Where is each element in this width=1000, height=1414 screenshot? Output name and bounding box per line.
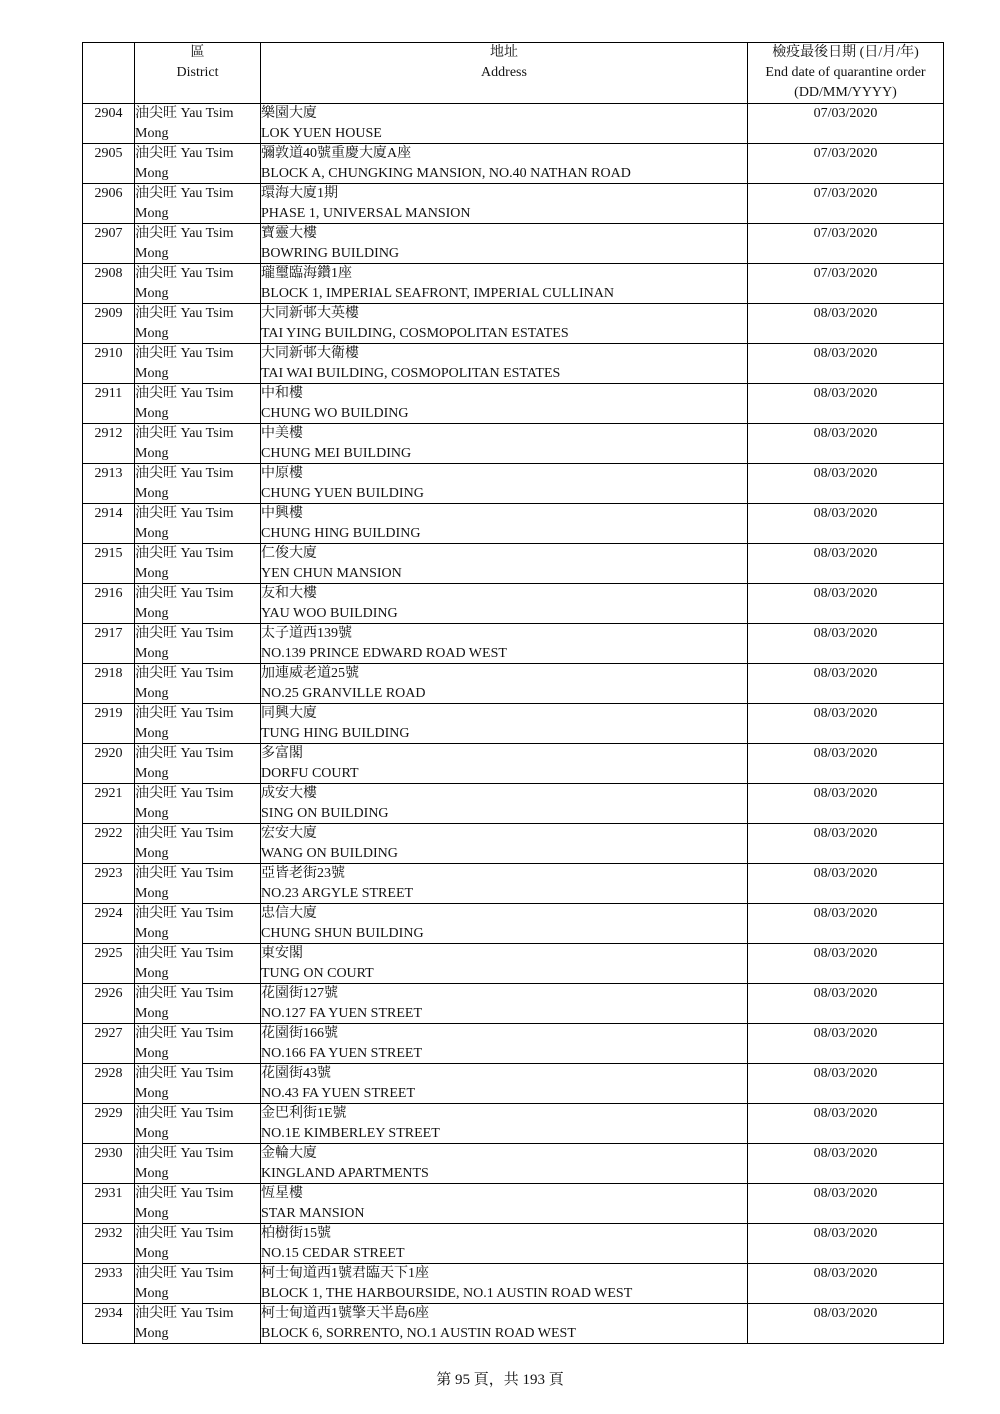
table-row [83,624,944,664]
address-en: BLOCK 6, SORRENTO, NO.1 AUSTIN ROAD WEST [261,1325,576,1341]
row-district [135,584,261,624]
row-district [135,504,261,544]
address-zh: 瓏璽臨海鑽1座 [261,266,352,281]
district-en: Mong [135,685,169,701]
row-district [135,1104,261,1144]
row-end-date: 08/03/2020 [748,384,944,424]
district-zh: 油尖旺 Yau Tsim [135,706,234,721]
row-end-date: 08/03/2020 [748,1224,944,1264]
table-row [83,1224,944,1264]
row-address [261,424,748,464]
address-zh: 加連威老道25號 [261,666,359,681]
district-en: Mong [135,525,169,541]
district-en: Mong [135,845,169,861]
district-en: Mong [135,405,169,421]
row-address [261,704,748,744]
address-en: BLOCK A, CHUNGKING MANSION, NO.40 NATHAN ROAD [261,165,631,181]
district-zh: 油尖旺 Yau Tsim [135,1106,234,1121]
header-district-en: District [176,65,219,80]
row-number: 2924 [83,904,135,944]
row-address [261,264,748,304]
address-en: CHUNG YUEN BUILDING [261,485,424,501]
address-en: NO.15 CEDAR STREET [261,1245,405,1261]
table-row [83,1264,944,1304]
row-end-date: 07/03/2020 [748,184,944,224]
district-en: Mong [135,445,169,461]
table-header-row [83,43,944,104]
table-row [83,304,944,344]
address-en: SING ON BUILDING [261,805,389,821]
row-address [261,864,748,904]
address-en: KINGLAND APARTMENTS [261,1165,429,1181]
address-en: YAU WOO BUILDING [261,605,398,621]
row-number: 2927 [83,1024,135,1064]
district-zh: 油尖旺 Yau Tsim [135,986,234,1001]
row-address [261,904,748,944]
row-end-date: 08/03/2020 [748,904,944,944]
table-row [83,1144,944,1184]
address-zh: 柯士甸道西1號擎天半島6座 [261,1306,429,1321]
district-en: Mong [135,805,169,821]
row-district [135,344,261,384]
row-address [261,1104,748,1144]
address-en: BOWRING BUILDING [261,245,400,261]
district-en: Mong [135,765,169,781]
address-zh: 友和大樓 [261,586,317,601]
address-zh: 寶靈大樓 [261,226,317,241]
address-zh: 環海大廈1期 [261,186,338,201]
district-zh: 油尖旺 Yau Tsim [135,546,234,561]
row-district [135,264,261,304]
row-address [261,504,748,544]
row-district [135,184,261,224]
row-end-date: 08/03/2020 [748,1184,944,1224]
row-number: 2908 [83,264,135,304]
address-zh: 同興大廈 [261,706,317,721]
address-en: BLOCK 1, IMPERIAL SEAFRONT, IMPERIAL CULLINAN [261,285,614,301]
address-zh: 柯士甸道西1號君臨天下1座 [261,1266,429,1281]
district-zh: 油尖旺 Yau Tsim [135,1266,234,1281]
row-end-date: 08/03/2020 [748,344,944,384]
row-district [135,464,261,504]
row-district [135,304,261,344]
table-row [83,224,944,264]
address-en: NO.166 FA YUEN STREET [261,1045,422,1061]
table-row [83,1064,944,1104]
table-row [83,904,944,944]
row-district [135,784,261,824]
address-zh: 大同新邨大英樓 [261,306,359,321]
row-address [261,1064,748,1104]
row-district [135,1064,261,1104]
row-address [261,1144,748,1184]
district-zh: 油尖旺 Yau Tsim [135,906,234,921]
row-address [261,664,748,704]
address-en: LOK YUEN HOUSE [261,125,382,141]
table-row [83,544,944,584]
table-row [83,184,944,224]
district-en: Mong [135,925,169,941]
row-number: 2909 [83,304,135,344]
address-en: TAI WAI BUILDING, COSMOPOLITAN ESTATES [261,365,561,381]
row-number: 2916 [83,584,135,624]
row-end-date: 08/03/2020 [748,1144,944,1184]
row-number: 2919 [83,704,135,744]
district-zh: 油尖旺 Yau Tsim [135,666,234,681]
row-end-date: 08/03/2020 [748,1264,944,1304]
district-zh: 油尖旺 Yau Tsim [135,466,234,481]
district-en: Mong [135,1085,169,1101]
row-end-date: 08/03/2020 [748,584,944,624]
row-number: 2933 [83,1264,135,1304]
address-zh: 彌敦道40號重慶大廈A座 [261,146,412,161]
district-en: Mong [135,1005,169,1021]
row-number: 2918 [83,664,135,704]
district-en: Mong [135,125,169,141]
row-end-date: 07/03/2020 [748,224,944,264]
header-number [83,43,135,104]
address-zh: 中和樓 [261,386,303,401]
table-row [83,944,944,984]
address-en: DORFU COURT [261,765,359,781]
row-number: 2925 [83,944,135,984]
address-zh: 宏安大廈 [261,826,317,841]
row-number: 2913 [83,464,135,504]
district-en: Mong [135,1165,169,1181]
row-address [261,344,748,384]
row-end-date: 07/03/2020 [748,144,944,184]
row-district [135,744,261,784]
row-end-date: 08/03/2020 [748,864,944,904]
district-zh: 油尖旺 Yau Tsim [135,186,234,201]
row-address [261,1224,748,1264]
row-district [135,624,261,664]
address-zh: 金巴利街1E號 [261,1106,347,1121]
row-address [261,144,748,184]
address-zh: 成安大樓 [261,786,317,801]
row-number: 2930 [83,1144,135,1184]
table-row [83,1104,944,1144]
address-en: CHUNG MEI BUILDING [261,445,412,461]
district-en: Mong [135,365,169,381]
district-zh: 油尖旺 Yau Tsim [135,946,234,961]
address-zh: 樂園大廈 [261,106,317,121]
header-address [261,43,748,104]
district-zh: 油尖旺 Yau Tsim [135,506,234,521]
row-end-date: 07/03/2020 [748,264,944,304]
district-zh: 油尖旺 Yau Tsim [135,626,234,641]
row-number: 2922 [83,824,135,864]
table-row [83,464,944,504]
row-end-date: 08/03/2020 [748,1304,944,1344]
address-zh: 金輪大廈 [261,1146,317,1161]
district-zh: 油尖旺 Yau Tsim [135,1146,234,1161]
row-number: 2907 [83,224,135,264]
address-zh: 亞皆老街23號 [261,866,345,881]
header-date-format: (DD/MM/YYYY) [794,85,897,100]
table-row [83,384,944,424]
header-district-zh: 區 [190,45,205,60]
district-zh: 油尖旺 Yau Tsim [135,346,234,361]
district-zh: 油尖旺 Yau Tsim [135,146,234,161]
row-address [261,384,748,424]
row-address [261,304,748,344]
address-en: CHUNG WO BUILDING [261,405,409,421]
district-en: Mong [135,1325,169,1341]
table-row [83,704,944,744]
page-number: 第 95 頁，共 193 頁 [436,1372,564,1388]
row-end-date: 08/03/2020 [748,664,944,704]
row-number: 2921 [83,784,135,824]
row-end-date: 07/03/2020 [748,104,944,144]
row-end-date: 08/03/2020 [748,1064,944,1104]
district-en: Mong [135,605,169,621]
row-number: 2914 [83,504,135,544]
row-district [135,704,261,744]
table-row [83,584,944,624]
row-address [261,944,748,984]
header-date [748,43,944,104]
address-en: WANG ON BUILDING [261,845,398,861]
district-zh: 油尖旺 Yau Tsim [135,746,234,761]
row-address [261,544,748,584]
table-row [83,664,944,704]
district-en: Mong [135,325,169,341]
district-en: Mong [135,645,169,661]
row-district [135,984,261,1024]
address-en: NO.127 FA YUEN STREET [261,1005,422,1021]
address-zh: 柏樹街15號 [261,1226,331,1241]
table-row [83,104,944,144]
district-zh: 油尖旺 Yau Tsim [135,1066,234,1081]
address-en: CHUNG HING BUILDING [261,525,421,541]
district-zh: 油尖旺 Yau Tsim [135,866,234,881]
row-end-date: 08/03/2020 [748,984,944,1024]
row-end-date: 08/03/2020 [748,464,944,504]
district-zh: 油尖旺 Yau Tsim [135,1226,234,1241]
table-row [83,264,944,304]
row-district [135,544,261,584]
row-address [261,1264,748,1304]
row-number: 2932 [83,1224,135,1264]
address-en: NO.43 FA YUEN STREET [261,1085,415,1101]
table-row [83,504,944,544]
district-zh: 油尖旺 Yau Tsim [135,586,234,601]
header-address-en: Address [481,65,527,80]
row-end-date: 08/03/2020 [748,544,944,584]
district-en: Mong [135,245,169,261]
row-number: 2906 [83,184,135,224]
address-en: TAI YING BUILDING, COSMOPOLITAN ESTATES [261,325,569,341]
district-zh: 油尖旺 Yau Tsim [135,386,234,401]
row-district [135,1184,261,1224]
district-zh: 油尖旺 Yau Tsim [135,1306,234,1321]
row-address [261,744,748,784]
row-address [261,584,748,624]
address-en: NO.139 PRINCE EDWARD ROAD WEST [261,645,507,661]
district-zh: 油尖旺 Yau Tsim [135,1026,234,1041]
row-end-date: 08/03/2020 [748,504,944,544]
header-date-zh: 檢疫最後日期 (日/月/年) [772,45,919,60]
table-row [83,1184,944,1224]
district-en: Mong [135,285,169,301]
district-en: Mong [135,1285,169,1301]
district-zh: 油尖旺 Yau Tsim [135,226,234,241]
district-zh: 油尖旺 Yau Tsim [135,266,234,281]
address-en: PHASE 1, UNIVERSAL MANSION [261,205,471,221]
district-zh: 油尖旺 Yau Tsim [135,106,234,121]
district-en: Mong [135,965,169,981]
row-address [261,824,748,864]
row-district [135,904,261,944]
header-district [135,43,261,104]
district-en: Mong [135,1245,169,1261]
row-end-date: 08/03/2020 [748,624,944,664]
row-district [135,864,261,904]
table-row [83,744,944,784]
address-en: NO.23 ARGYLE STREET [261,885,414,901]
row-number: 2923 [83,864,135,904]
table-row [83,344,944,384]
district-zh: 油尖旺 Yau Tsim [135,826,234,841]
quarantine-address-table [82,42,944,1344]
row-end-date: 08/03/2020 [748,304,944,344]
address-en: CHUNG SHUN BUILDING [261,925,424,941]
district-en: Mong [135,725,169,741]
row-number: 2928 [83,1064,135,1104]
row-district [135,224,261,264]
address-zh: 花園街43號 [261,1066,331,1081]
address-en: NO.1E KIMBERLEY STREET [261,1125,440,1141]
row-end-date: 08/03/2020 [748,704,944,744]
row-address [261,224,748,264]
district-zh: 油尖旺 Yau Tsim [135,1186,234,1201]
row-end-date: 08/03/2020 [748,944,944,984]
row-district [135,1224,261,1264]
district-en: Mong [135,1125,169,1141]
district-zh: 油尖旺 Yau Tsim [135,426,234,441]
address-en: STAR MANSION [261,1205,365,1221]
address-en: NO.25 GRANVILLE ROAD [261,685,426,701]
row-number: 2904 [83,104,135,144]
row-district [135,1144,261,1184]
district-en: Mong [135,205,169,221]
row-address [261,984,748,1024]
row-number: 2931 [83,1184,135,1224]
address-en: TUNG HING BUILDING [261,725,410,741]
row-number: 2926 [83,984,135,1024]
table-row [83,424,944,464]
row-district [135,424,261,464]
row-district [135,944,261,984]
address-zh: 花園街166號 [261,1026,338,1041]
row-address [261,1304,748,1344]
address-zh: 花園街127號 [261,986,338,1001]
table-row [83,824,944,864]
row-end-date: 08/03/2020 [748,1104,944,1144]
row-address [261,1184,748,1224]
row-district [135,824,261,864]
address-zh: 大同新邨大衛樓 [261,346,359,361]
row-end-date: 08/03/2020 [748,424,944,464]
table-row [83,144,944,184]
row-number: 2917 [83,624,135,664]
table-row [83,1024,944,1064]
row-address [261,464,748,504]
header-date-en: End date of quarantine order [765,65,926,80]
address-zh: 忠信大廈 [261,906,317,921]
table-row [83,984,944,1024]
header-address-zh: 地址 [490,45,518,60]
row-end-date: 08/03/2020 [748,1024,944,1064]
row-number: 2920 [83,744,135,784]
row-end-date: 08/03/2020 [748,744,944,784]
row-number: 2929 [83,1104,135,1144]
row-district [135,1264,261,1304]
table-row [83,864,944,904]
district-en: Mong [135,1205,169,1221]
district-en: Mong [135,885,169,901]
address-zh: 仁俊大廈 [261,546,317,561]
district-en: Mong [135,1045,169,1061]
row-address [261,104,748,144]
district-en: Mong [135,485,169,501]
row-number: 2912 [83,424,135,464]
district-en: Mong [135,165,169,181]
address-zh: 東安閣 [261,946,303,961]
district-zh: 油尖旺 Yau Tsim [135,306,234,321]
row-address [261,1024,748,1064]
row-number: 2905 [83,144,135,184]
district-en: Mong [135,565,169,581]
row-number: 2911 [83,384,135,424]
address-en: BLOCK 1, THE HARBOURSIDE, NO.1 AUSTIN ROAD WEST [261,1285,633,1301]
row-address [261,784,748,824]
row-number: 2915 [83,544,135,584]
row-address [261,624,748,664]
address-zh: 中美樓 [261,426,303,441]
address-zh: 中原樓 [261,466,303,481]
row-end-date: 08/03/2020 [748,824,944,864]
row-district [135,1024,261,1064]
row-number: 2934 [83,1304,135,1344]
row-address [261,184,748,224]
address-en: TUNG ON COURT [261,965,374,981]
address-zh: 恆星樓 [261,1186,303,1201]
row-district [135,384,261,424]
address-zh: 太子道西139號 [261,626,352,641]
address-zh: 多富閣 [261,746,303,761]
row-end-date: 08/03/2020 [748,784,944,824]
district-zh: 油尖旺 Yau Tsim [135,786,234,801]
row-district [135,1304,261,1344]
row-district [135,104,261,144]
row-district [135,664,261,704]
row-number: 2910 [83,344,135,384]
table-row [83,784,944,824]
address-zh: 中興樓 [261,506,303,521]
row-district [135,144,261,184]
address-en: YEN CHUN MANSION [261,565,402,581]
table-row [83,1304,944,1344]
